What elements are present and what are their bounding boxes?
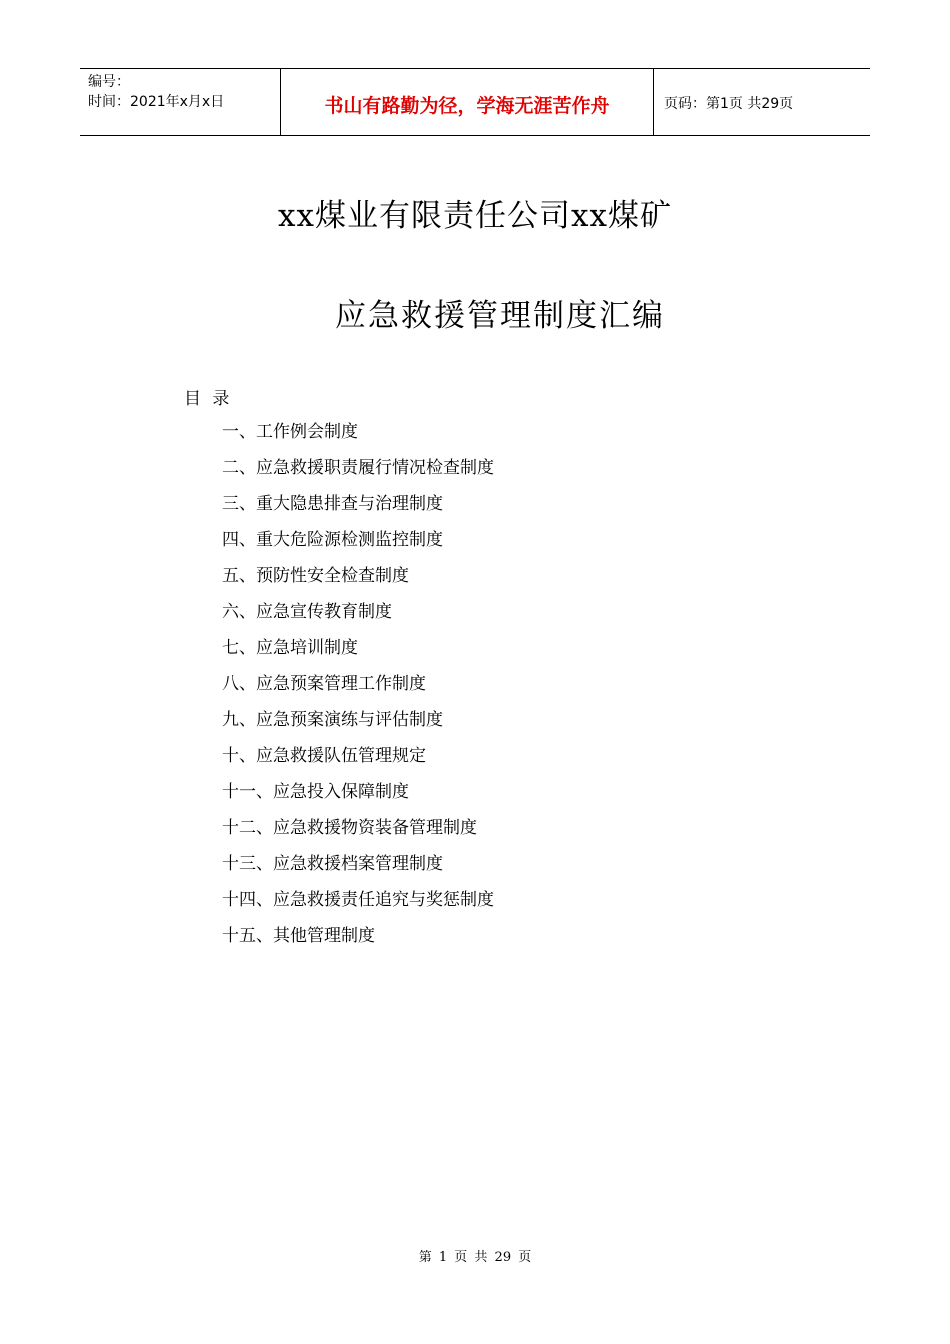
header-meta-cell [80, 69, 281, 135]
toc-item: 十、应急救援队伍管理规定 [222, 746, 426, 766]
document-title: xx煤业有限责任公司xx煤矿 [278, 198, 672, 234]
toc-item: 九、应急预案演练与评估制度 [222, 710, 443, 730]
toc-item: 四、重大危险源检测监控制度 [222, 530, 443, 550]
document-number-label: 编号： [88, 74, 130, 90]
document-time-label: 时间：2021年x月x日 [88, 94, 225, 110]
toc-item: 六、应急宣传教育制度 [222, 602, 392, 622]
toc-item: 八、应急预案管理工作制度 [222, 674, 426, 694]
toc-item: 三、重大隐患排查与治理制度 [222, 494, 443, 514]
toc-item: 十四、应急救援责任追究与奖惩制度 [222, 890, 494, 910]
toc-item: 十三、应急救援档案管理制度 [222, 854, 443, 874]
table-of-contents [222, 420, 494, 960]
toc-item: 一、工作例会制度 [222, 422, 358, 442]
header-page-info: 页码：第1页 共29页 [664, 96, 794, 112]
document-subtitle: 应急救援管理制度汇编 [335, 298, 665, 334]
header-motto: 书山有路勤为径，学海无涯苦作舟 [281, 69, 654, 135]
toc-item: 十二、应急救援物资装备管理制度 [222, 818, 477, 838]
toc-item: 十五、其他管理制度 [222, 926, 375, 946]
toc-item: 七、应急培训制度 [222, 638, 358, 658]
page-footer: 第 1 页 共 29 页 [418, 1250, 532, 1265]
toc-item: 二、应急救援职责履行情况检查制度 [222, 458, 494, 478]
page-header [80, 68, 870, 136]
toc-heading: 目 录 [184, 389, 230, 409]
toc-item: 五、预防性安全检查制度 [222, 566, 409, 586]
toc-item: 十一、应急投入保障制度 [222, 782, 409, 802]
